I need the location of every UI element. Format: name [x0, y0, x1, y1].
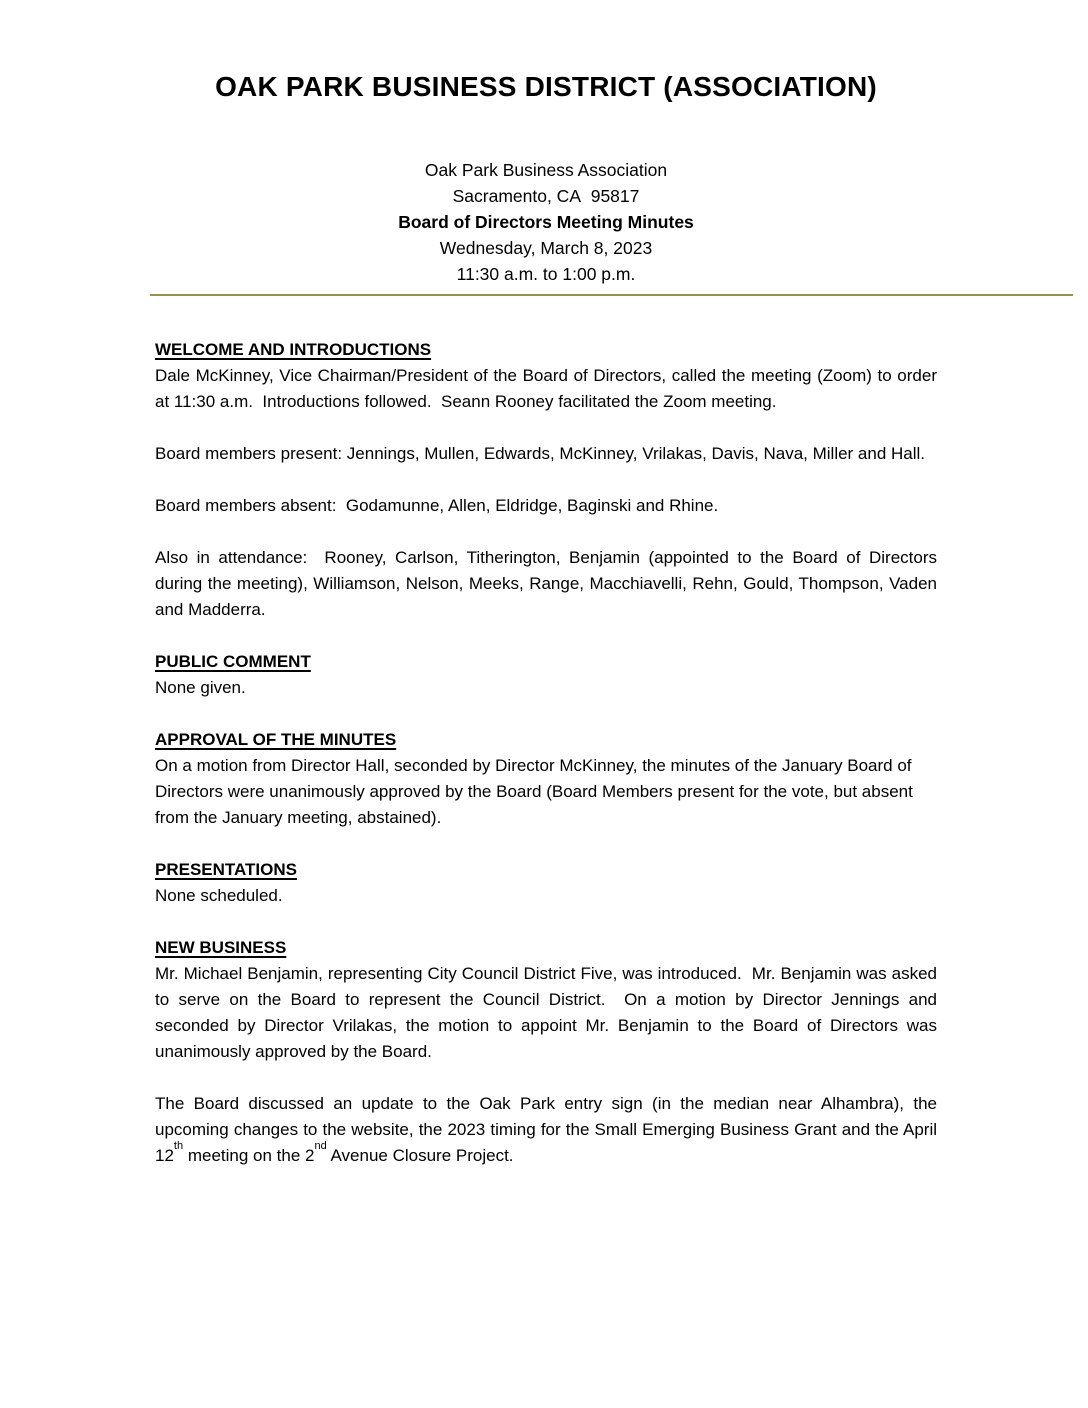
document-body — [155, 337, 937, 1169]
paragraph: On a motion from Director Hall, seconded by Director McKinney, the minutes of the January Board of Directors were unanimously approved by the Board (Board Members present for the vote, but absent from the January meeting, abstained). — [155, 756, 913, 827]
paragraph: Dale McKinney, Vice Chairman/President of the Board of Directors, called the meeting (Zoom) to order at 11:30 a.m. Introductions followed. Seann Rooney facilitated the Zoom meeting. — [155, 366, 937, 411]
divider-rule — [150, 294, 1073, 296]
document-title: OAK PARK BUSINESS DISTRICT (ASSOCIATION) — [215, 71, 877, 102]
section-approval-of-the-minutes — [155, 727, 937, 831]
paragraph: Also in attendance: Rooney, Carlson, Titherington, Benjamin (appointed to the Board of Directors during the meeting), Williamson, Nelson, Meeks, Range, Macchiavelli, Rehn, Gould, Thompson, Vaden and Madderra. — [155, 548, 937, 619]
paragraph: Mr. Michael Benjamin, representing City Council District Five, was introduced. Mr. Benjamin was asked to serve on the Board to represent the Council District. On a motion by Director Jennings and seconded by Director Vrilakas, the motion to appoint Mr. Benjamin to the Board of Directors was unanimously approved by the Board. — [155, 964, 937, 1061]
meeting-date: Wednesday, March 8, 2023 — [439, 238, 653, 258]
section-new-business — [155, 935, 937, 1169]
document-type: Board of Directors Meeting Minutes — [398, 212, 694, 232]
section-heading: PUBLIC COMMENT — [155, 652, 311, 671]
meeting-time: 11:30 a.m. to 1:00 p.m. — [456, 264, 636, 284]
ordinal-superscript: th — [173, 1140, 184, 1153]
section-heading: NEW BUSINESS — [155, 938, 287, 957]
paragraph-text: meeting on the 2 — [183, 1146, 315, 1165]
ordinal-superscript: nd — [314, 1140, 327, 1153]
section-heading: WELCOME AND INTRODUCTIONS — [155, 340, 432, 359]
meeting-header-block — [155, 157, 937, 287]
organization-location: Sacramento, CA 95817 — [452, 186, 640, 206]
paragraph: Board members present: Jennings, Mullen, Edwards, McKinney, Vrilakas, Davis, Nava, Miller and Hall. — [155, 444, 926, 463]
section-welcome-and-introductions — [155, 337, 937, 623]
section-heading: APPROVAL OF THE MINUTES — [155, 730, 397, 749]
paragraph-with-superscripts — [155, 1091, 937, 1169]
section-public-comment — [155, 649, 937, 701]
organization-name: Oak Park Business Association — [424, 160, 668, 180]
section-presentations — [155, 857, 937, 909]
paragraph-text: Avenue Closure Project. — [326, 1146, 514, 1165]
paragraph: Board members absent: Godamunne, Allen, Eldridge, Baginski and Rhine. — [155, 496, 719, 515]
paragraph: None scheduled. — [155, 886, 283, 905]
paragraph: None given. — [155, 678, 246, 697]
paragraph-text: The Board discussed an update to the Oak Park entry sign (in the median near Alhambra), the upcoming changes to the website, the 2023 timing for the Small Emerging Business Grant and the April 12 — [155, 1094, 937, 1165]
section-heading: PRESENTATIONS — [155, 860, 297, 879]
